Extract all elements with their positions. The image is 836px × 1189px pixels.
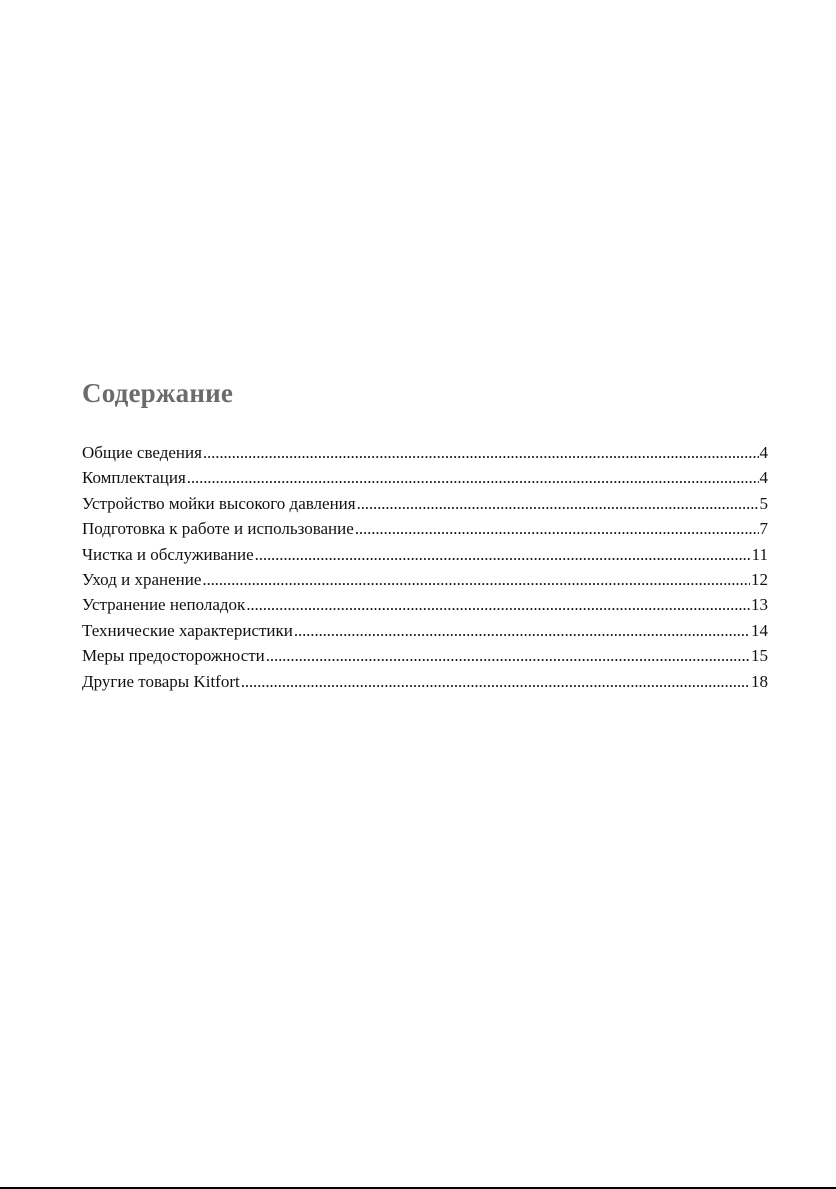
toc-entry-general-info[interactable] <box>82 442 768 467</box>
toc-entry-title: Уход и хранение <box>82 569 202 589</box>
toc-entry-troubleshooting[interactable] <box>82 594 768 619</box>
table-of-contents <box>82 442 768 696</box>
toc-entry-page: 4 <box>759 468 768 488</box>
toc-entry-title: Технические характеристики <box>82 620 293 640</box>
toc-dot-leader <box>266 645 750 667</box>
toc-entry-page: 7 <box>759 519 768 539</box>
toc-dot-leader <box>357 493 759 515</box>
toc-entry-title: Устройство мойки высокого давления <box>82 493 356 513</box>
toc-entry-page: 12 <box>751 569 768 589</box>
toc-entry-page: 5 <box>759 493 768 513</box>
toc-entry-other-products[interactable] <box>82 671 768 696</box>
toc-entry-title: Подготовка к работе и использование <box>82 519 354 539</box>
toc-entry-page: 14 <box>751 620 768 640</box>
toc-entry-page: 11 <box>751 544 768 564</box>
toc-entry-title: Общие сведения <box>82 443 202 462</box>
toc-dot-leader <box>241 671 750 693</box>
toc-entry-title: Меры предосторожности <box>82 646 265 666</box>
toc-entry-cleaning-and-maintenance[interactable] <box>82 544 768 569</box>
toc-entry-care-and-storage[interactable] <box>82 569 768 594</box>
toc-heading: Содержание <box>82 378 234 408</box>
toc-entry-preparation-and-use[interactable] <box>82 518 768 543</box>
toc-dot-leader <box>202 569 750 591</box>
toc-dot-leader <box>294 620 750 642</box>
toc-entry-title: Комплектация <box>82 468 186 488</box>
toc-entry-page: 13 <box>751 595 768 615</box>
toc-entry-page: 18 <box>751 671 768 691</box>
toc-entry-page: 4 <box>759 443 768 462</box>
toc-entry-package-contents[interactable] <box>82 467 768 492</box>
toc-dot-leader <box>187 467 759 489</box>
toc-dot-leader <box>355 518 759 540</box>
toc-dot-leader <box>255 544 751 566</box>
toc-entry-title: Другие товары Kitfort <box>82 671 240 691</box>
toc-entry-specifications[interactable] <box>82 620 768 645</box>
toc-entry-safety-precautions[interactable] <box>82 645 768 670</box>
toc-dot-leader <box>203 442 759 464</box>
toc-entry-page: 15 <box>751 646 768 666</box>
toc-entry-device-structure[interactable] <box>82 493 768 518</box>
toc-entry-title: Устранение неполадок <box>82 595 246 615</box>
toc-entry-title: Чистка и обслуживание <box>82 544 254 564</box>
toc-dot-leader <box>246 594 750 616</box>
